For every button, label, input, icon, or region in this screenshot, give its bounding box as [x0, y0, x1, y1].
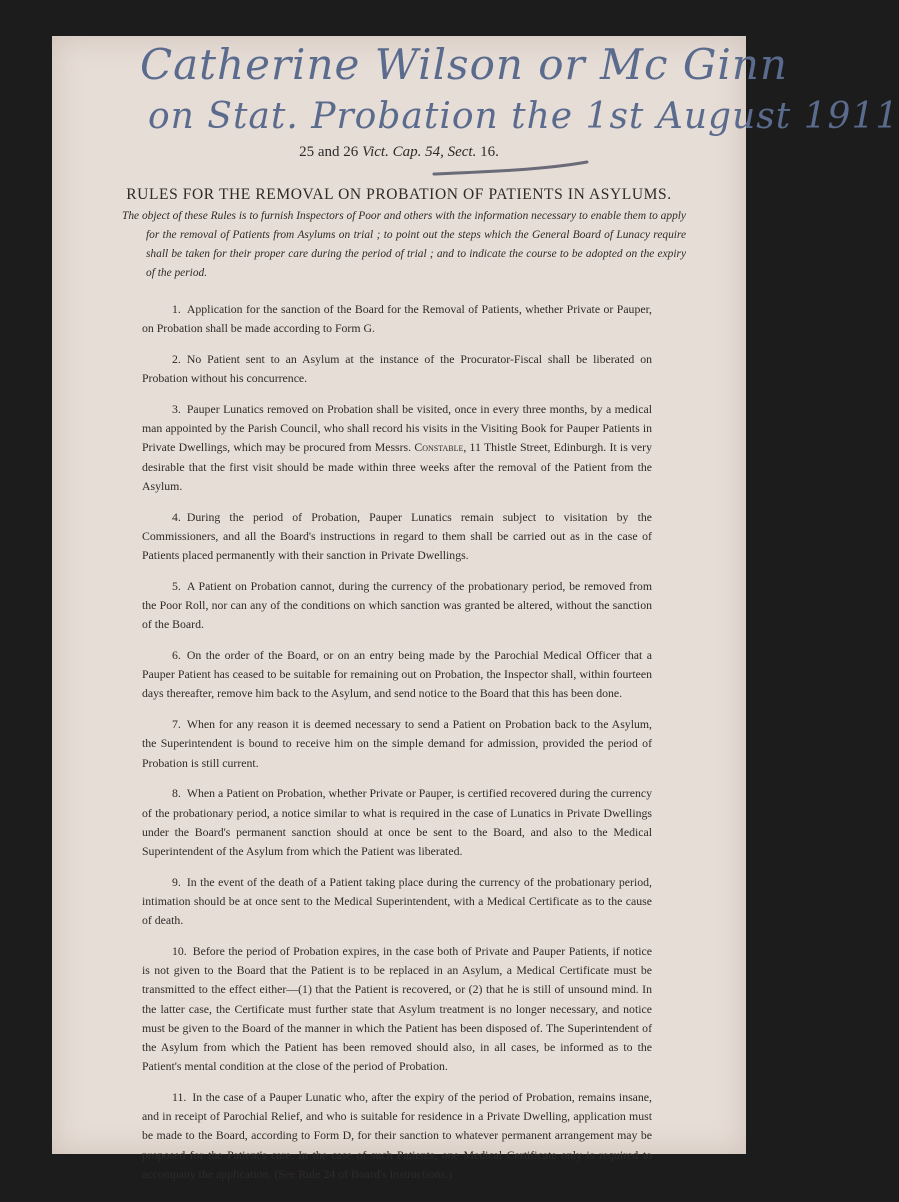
rule-number: 5. [172, 578, 181, 593]
rule-text: During the period of Probation, Pauper Lunatics remain subject to visitation by the Commissioners, and all the Board's instructions in regard to them shall be carried out as in the case of Patients placed permanently with their sanction in Private Dwellings. [142, 509, 652, 563]
rule-11 [142, 1088, 652, 1184]
rule-number: 1. [172, 302, 181, 316]
document-title: RULES FOR THE REMOVAL ON PROBATION OF PATIENTS IN ASYLUMS. [126, 186, 672, 203]
rule-text: When for any reason it is deemed necessary to send a Patient on Probation back to the Asylum, the Superintendent is bound to receive him on the simple demand for admission, provided the period of Probation is still current. [142, 717, 652, 770]
rule-text: On the order of the Board, or on an entry being made by the Parochial Medical Officer that a Pauper Patient has ceased to be suitable for remaining out on Probation, the Inspector shall, within fourteen days thereafter, remove him back to the Asylum, and send notice to the Board that this has been done. [142, 648, 652, 701]
rule-number: 4. [172, 509, 181, 524]
rule-number: 10. [172, 944, 187, 959]
rule-text: When a Patient on Probation, whether Private or Pauper, is certified recovered during the currency of the probationary period, a notice similar to what is required in the case of Lunatics in Private Dwellings under the Board's permanent sanction should at once be sent to the Board, and also to the Medical Superintendent of the Asylum from which the Patient was liberated. [142, 786, 652, 859]
rule-text: Before the period of Probation expires, in the case both of Private and Pauper Patients, if notice is not given to the Board that the Patient is to be replaced in an Asylum, a Medical Certificate must be transmitted to the effect either—(1) that the Patient is recovered, or (2) that he is still of unsound mind. In the latter case, the Certificate must further state that Asylum treatment is no longer necessary, and notice must be given to the Board of the manner in which the Patient has been disposed of. The Superintendent of the Asylum from which the Patient has been removed should also, in all cases, be informed as to the Patient's mental condition at the close of the period of Probation. [142, 944, 652, 1074]
rule-6 [142, 646, 652, 704]
rules-list [142, 300, 652, 1196]
rule-number: 11. [172, 1090, 187, 1105]
rule-text-part-b: , 11 Thistle Street, Edinburgh. It is very desirable that the first visit should be made within three weeks after the removal of the Patient from the Asylum. [142, 440, 652, 493]
rule-number: 9. [172, 874, 181, 889]
pen-underline-mark [432, 160, 592, 180]
rule-1 [142, 300, 652, 338]
rule-text: In the case of a Pauper Lunatic who, after the expiry of the period of Probation, remains insane, and in receipt of Parochial Relief, and who is suitable for residence in a Private Dwelling, application must be made to the Board, according to Form D, for their sanction to whatever permanent arrangement may be proposed for the Patient's care. In the case of such Patients, one Medical Certificate only is required to accompany the application. (See Rule 24 of Board's Instructions.) [142, 1090, 652, 1181]
rule-8 [142, 784, 652, 861]
rule-9 [142, 873, 652, 931]
rule-number: 3. [172, 402, 181, 416]
rule-text-smallcaps: Constable [414, 440, 464, 455]
document-page [52, 36, 899, 1181]
rule-number: 8. [172, 786, 181, 801]
rule-text: Application for the sanction of the Board for the Removal of Patients, whether Private or Pauper, on Probation shall be made according to Form G. [142, 302, 652, 336]
act-citation [52, 144, 746, 161]
rule-3 [142, 400, 652, 496]
rule-7 [142, 715, 652, 773]
rule-number: 6. [172, 648, 181, 663]
intro-paragraph: The object of these Rules is to furnish Inspectors of Poor and others with the information necessary to enable them to apply for the removal of Patients from Asylums on trial ; to point out the steps which the General Board of Lunacy require shall be taken for their proper care during the period of trial ; and to indicate the course to be adopted on the expiry of the period. [122, 210, 686, 279]
rule-text: In the event of the death of a Patient taking place during the currency of the probationary period, intimation should be at once sent to the Medical Superintendent, with a Medical Certificate as to the cause of death. [142, 874, 652, 928]
rule-text: A Patient on Probation cannot, during the currency of the probationary period, be removed from the Poor Roll, nor can any of the conditions on which sanction was granted be altered, without the sanction of the Board. [142, 578, 652, 632]
act-citation-suffix: 16. [476, 144, 499, 160]
rule-text: No Patient sent to an Asylum at the instance of the Procurator-Fiscal shall be liberated on Probation without his concurrence. [142, 352, 652, 386]
act-citation-italic: Vict. Cap. 54, Sect. [362, 144, 477, 160]
rule-10 [142, 942, 652, 1076]
rule-4 [142, 508, 652, 566]
rule-text-part-a: Pauper Lunatics removed on Probation shall be visited, once in every three months, by a medical man appointed by the Parish Council, who shall record his visits in the Visiting Book for Pauper Patients in Private Dwellings, which may be procured from Messrs. [142, 402, 652, 455]
rule-number: 2. [172, 352, 181, 366]
rule-2 [142, 350, 652, 388]
handwritten-patient-name: Catherine Wilson or Mc Ginn [140, 40, 788, 89]
act-citation-prefix: 25 and 26 [299, 144, 363, 160]
handwritten-probation-note: on Stat. Probation the 1st August 1911 [148, 96, 899, 137]
rule-5 [142, 577, 652, 635]
rule-number: 7. [172, 717, 181, 732]
